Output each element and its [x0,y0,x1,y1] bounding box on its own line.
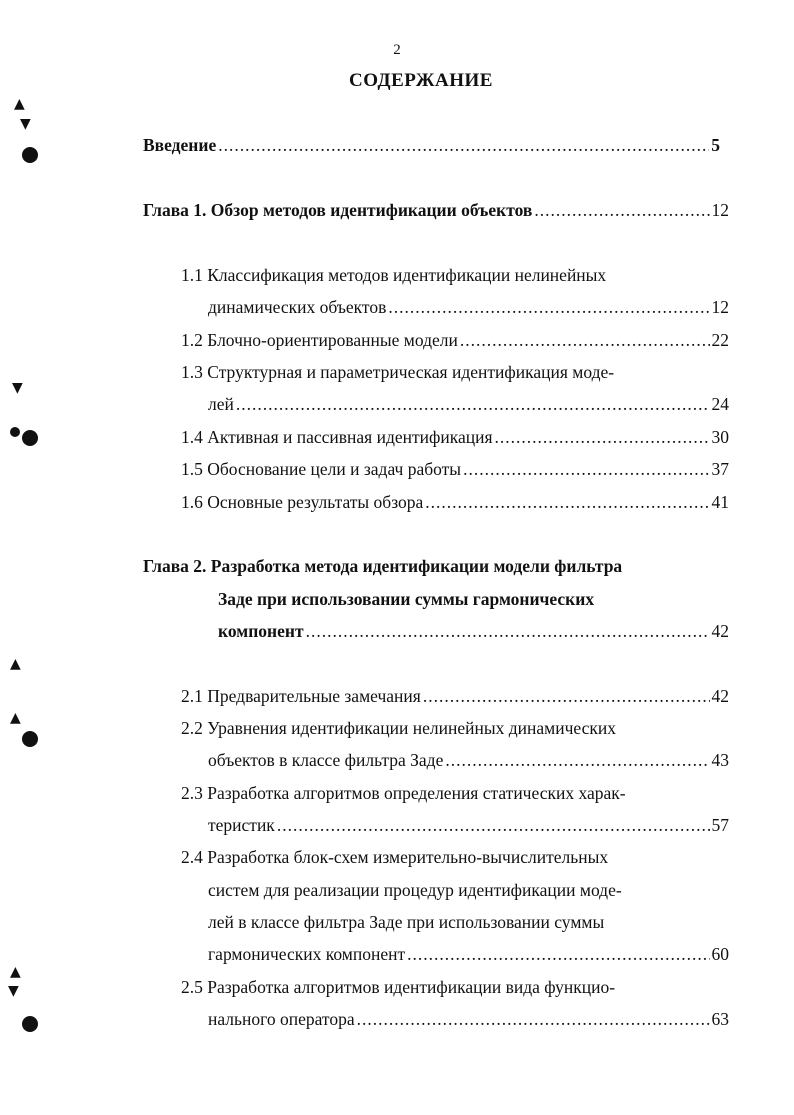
toc-entry-2-2-line1: 2.2 Уравнения идентификации нелинейных динамических [181,718,616,738]
toc-page-number: 24 [711,394,729,414]
binding-hole [22,731,38,747]
toc-page-number: 43 [711,750,729,770]
toc-leader-dots [423,684,710,708]
toc-entry-2-1 [181,684,729,708]
toc-entry-text: теристик [208,815,275,835]
toc-leader-dots [407,942,709,966]
toc-leader-dots [236,392,710,416]
toc-page-number: 22 [711,330,729,350]
toc-entry-chapter-2 [218,619,729,643]
toc-leader-dots [495,425,710,449]
toc-leader-dots [357,1007,710,1031]
toc-entry-2-3 [208,813,729,837]
toc-entry-1-5 [181,457,729,481]
toc-entry-text: Введение [143,135,217,155]
toc-entry-intro [143,133,720,157]
toc-entry-2-2 [208,748,729,772]
toc-page-number: 63 [711,1009,729,1029]
toc-entry-text: нального оператора [208,1009,355,1029]
scan-speck: ▲ [14,96,25,112]
scan-speck: ▲ [10,656,21,672]
toc-page-number: 12 [711,297,729,317]
toc-entry-1-3-line1: 1.3 Структурная и параметрическая идентификация моде- [181,362,615,382]
toc-page-number: 37 [711,459,729,479]
toc-entry-text: компонент [218,621,304,641]
toc-entry-1-2 [181,328,729,352]
toc-leader-dots [306,619,710,643]
toc-leader-dots [460,328,710,352]
toc-entry-text: 1.4 Активная и пассивная идентификация [181,427,493,447]
toc-page-number: 42 [711,686,729,706]
toc-leader-dots [218,133,709,157]
toc-leader-dots [534,198,709,222]
toc-entry-text: объектов в классе фильтра Заде [208,750,444,770]
scan-speck [10,427,20,437]
toc-leader-dots [463,457,709,481]
toc-entry-1-1-line1: 1.1 Классификация методов идентификации нелинейных [181,265,607,285]
toc-entry-2-5 [208,1007,729,1031]
toc-entry-chapter-2-line2: Заде при использовании суммы гармонических [218,589,595,609]
toc-entry-text: гармонических компонент [208,944,406,964]
toc-entry-text: 1.5 Обоснование цели и задач работы [181,459,462,479]
toc-leader-dots [445,748,709,772]
toc-entry-1-3 [208,392,729,416]
binding-hole [22,147,38,163]
page-title: СОДЕРЖАНИЕ [349,70,493,91]
toc-entry-2-4-line1: 2.4 Разработка блок-схем измерительно-вычислительных [181,847,609,867]
scan-speck: ▼ [8,983,19,999]
toc-entry-text: 1.6 Основные результаты обзора [181,492,424,512]
toc-page-number: 12 [711,200,729,220]
toc-page-number: 42 [711,621,729,641]
toc-entry-2-4-line2: систем для реализации процедур идентификации моде- [208,880,622,900]
toc-entry-chapter-2-line1: Глава 2. Разработка метода идентификации модели фильтра [143,556,623,576]
toc-entry-2-5-line1: 2.5 Разработка алгоритмов идентификации вида функцио- [181,977,616,997]
toc-entry-text: 2.1 Предварительные замечания [181,686,421,706]
toc-leader-dots [388,295,709,319]
toc-entry-1-1 [208,295,729,319]
toc-page-number: 30 [711,427,729,447]
toc-page-number: 5 [711,135,720,155]
toc-entry-text: 1.2 Блочно-ориентированные модели [181,330,458,350]
page-number: 2 [393,42,401,58]
toc-entry-1-6 [181,490,729,514]
binding-hole [22,1016,38,1032]
scan-speck: ▲ [10,710,21,726]
toc-entry-text: Глава 1. Обзор методов идентификации объектов [143,200,533,220]
toc-entry-2-3-line1: 2.3 Разработка алгоритмов определения статических харак- [181,783,626,803]
scan-speck: ▲ [10,964,21,980]
toc-leader-dots [277,813,710,837]
toc-page-number: 41 [711,492,729,512]
scan-speck: ▼ [12,380,23,396]
toc-page-number: 57 [711,815,729,835]
toc-entry-chapter-1 [143,198,729,222]
toc-entry-text: динамических объектов [208,297,387,317]
toc-entry-2-4 [208,942,729,966]
toc-entry-2-4-line3: лей в классе фильтра Заде при использовании суммы [208,912,605,932]
toc-entry-text: лей [208,394,234,414]
toc-page-number: 60 [711,944,729,964]
binding-hole [22,430,38,446]
toc-entry-1-4 [181,425,729,449]
scan-speck: ▼ [20,116,31,132]
toc-leader-dots [425,490,709,514]
